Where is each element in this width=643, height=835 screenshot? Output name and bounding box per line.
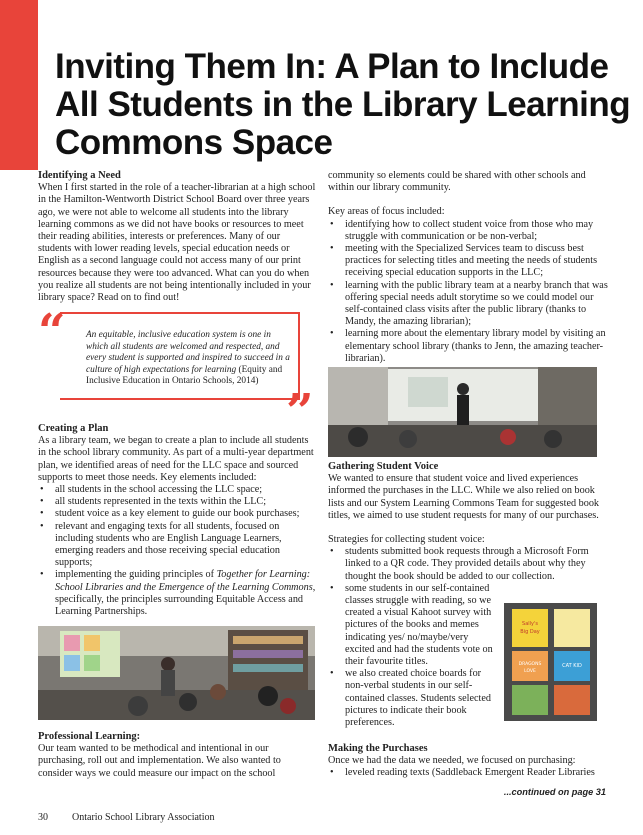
list-item: • leveled reading texts (Saddleback Emergent Reader Libraries	[328, 767, 610, 779]
purchases-section	[328, 743, 610, 780]
strategies-intro: Strategies for collecting student voice:	[328, 534, 485, 546]
classroom-photo	[38, 626, 315, 720]
right-column-top	[328, 170, 610, 365]
quote-body: An equitable, inclusive education system is one in which all students are welcomed and respected, and every student is supported and inspired to succeed in a culture of high expectations for learning	[86, 330, 290, 375]
list-item: • we also created choice boards for non-verbal students in our self-contained classes. Students selected pictures to indicate their book preferences.	[328, 668, 495, 729]
presentation-photo	[328, 367, 597, 457]
article-title: Inviting Them In: A Plan to Include All Students in the Library Learning Commons Space	[55, 47, 631, 162]
list-item: • relevant and engaging texts for all students, focused on including students who are English Language Learners, emerging readers and those receiving special education supports;	[38, 521, 316, 570]
right-intro: community so elements could be shared with other schools and within our library community.	[328, 170, 586, 194]
svg-text:Big Day: Big Day	[520, 629, 540, 635]
list-item: • all students in the school accessing the LLC space;	[38, 484, 316, 496]
heading-making-purchases: Making the Purchases	[328, 743, 428, 754]
need-paragraph: When I first started in the role of a teacher-librarian at a high school in the Hamilton-Wentworth District School Board over three years ago, we were not able to welcome all students into the library learning commons as we did not have books or resources to meet their reading abilities, interests or preferences. Many of our students with lower reading levels, special education needs or English as a second language could not access many of our print resources because they were too advanced. What can you do when you realize all students are not being intentionally included in your library space? Read on to find out!	[38, 182, 316, 304]
prof-paragraph: Our team wanted to be methodical and intentional in our purchasing, roll out and implementation. We also wanted to consider ways we could measure our impact on the school	[38, 743, 281, 779]
list-item: • student voice as a key element to guide our book purchases;	[38, 508, 316, 520]
plan-section	[38, 423, 316, 618]
heading-creating-plan: Creating a Plan	[38, 423, 109, 434]
plan-list	[38, 484, 316, 618]
purchases-paragraph: Once we had the data we needed, we focused on purchasing:	[328, 755, 576, 767]
page-number: 30	[38, 812, 48, 823]
continued-note: ...continued on page 31	[503, 787, 606, 797]
left-column	[38, 170, 316, 304]
heading-professional-learning: Professional Learning:	[38, 731, 141, 742]
svg-text:DRAGONS: DRAGONS	[518, 662, 542, 667]
list-item: • students submitted book requests through a Microsoft Form linked to a QR code. They provided details about why they thought the book should be added to our collection.	[328, 546, 610, 583]
focus-list	[328, 219, 610, 365]
svg-text:CAT KID: CAT KID	[562, 663, 582, 669]
quote-source: (Equity and Inclusive Education in Ontario Schools, 2014)	[86, 364, 283, 386]
book-covers-photo	[504, 603, 597, 721]
list-item: • implementing the guiding principles of Together for Learning: School Libraries and the Emergence of the Learning Commons, specifically, the principles surrounding Equitable Access and Learning Partnerships.	[38, 569, 316, 618]
voice-paragraph: We wanted to ensure that student voice and lived experiences informed the purchases in the LLC. While we also relied on book lists and our System Learning Commons Team for suggested book titles, we aimed to use student requests for many of our purchases.	[328, 473, 600, 521]
svg-text:Sally's: Sally's	[522, 621, 538, 627]
svg-text:LOVE: LOVE	[524, 669, 536, 674]
list-item: • learning more about the elementary library model by visiting an elementary school library (thanks to Jenn, the amazing teacher-librarian).	[328, 328, 610, 365]
accent-bar	[0, 0, 38, 170]
plan-paragraph: As a library team, we began to create a plan to include all students in the school library community. As part of a multi-year department plan, we identified areas of need for the LLC space and sourced supports to meet those needs. Key elements included:	[38, 435, 314, 483]
list-item: • all students represented in the texts within the LLC;	[38, 496, 316, 508]
list-item: • identifying how to collect student voice from those who may struggle with communication or be non-verbal;	[328, 219, 610, 243]
list-item: • some students in our self-contained classes struggle with reading, so we created a visual Kahoot survey with pictures of the books and memes indicating yes/ no/maybe/very excited and had the students vote on their favourite titles.	[328, 583, 495, 668]
heading-identifying-need: Identifying a Need	[38, 170, 121, 181]
focus-intro: Key areas of focus included:	[328, 206, 445, 218]
footer-org: Ontario School Library Association	[72, 812, 215, 823]
close-quote-icon: ”	[286, 384, 314, 440]
open-quote-icon: “	[38, 304, 66, 360]
heading-student-voice: Gathering Student Voice	[328, 461, 439, 472]
list-item: • learning with the public library team at a nearby branch that was offering special needs adult storytime so we could model our self-contained class visits after the public library (thanks to Mandy, the amazing librarian);	[328, 280, 610, 329]
pull-quote	[86, 330, 291, 388]
purchases-list	[328, 767, 610, 779]
professional-section	[38, 731, 316, 780]
list-item: • meeting with the Specialized Services team to discuss best practices for selecting titles and meeting the needs of students receiving special education supports in the LLC;	[328, 243, 610, 280]
